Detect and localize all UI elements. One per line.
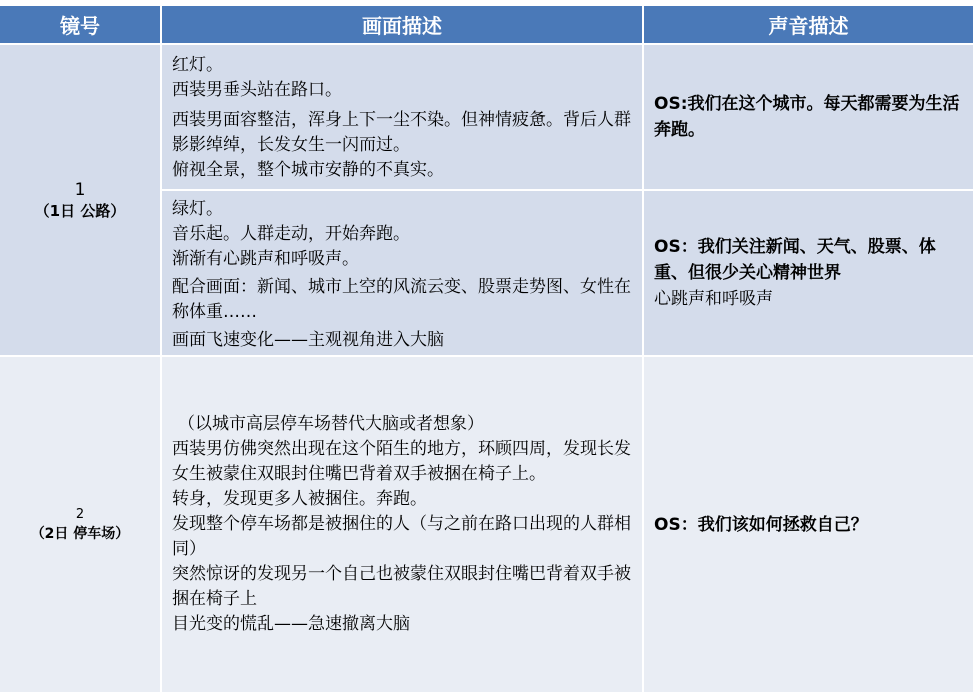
shot-1-description-1 xyxy=(162,45,644,191)
shot-2-cell xyxy=(0,357,162,694)
description-line: 目光变的慌乱——急速撤离大脑 xyxy=(172,614,410,634)
shot-number: 1 xyxy=(74,180,86,200)
description-line: 西装男垂头站在路口。 xyxy=(172,80,342,100)
shot-1-sound-1 xyxy=(644,45,973,191)
description-line: 配合画面：新闻、城市上空的风流云变、股票走势图、女性在称体重…… xyxy=(172,277,631,322)
description-line: 西装男仿佛突然出现在这个陌生的地方，环顾四周，发现长发女生被蒙住双眼封住嘴巴背着双手被捆在椅子上。 xyxy=(172,439,631,484)
description-line: 突然惊讶的发现另一个自己也被蒙住双眼封住嘴巴背着双手被捆在椅子上 xyxy=(172,564,631,609)
description-line: 画面飞速变化——主观视角进入大脑 xyxy=(172,330,444,350)
description-line: 西装男面容整洁，浑身上下一尘不染。但神情疲惫。背后人群影影绰绰，长发女生一闪而过。 xyxy=(172,110,631,155)
description-line: 绿灯。 xyxy=(172,199,223,219)
shot-1-cell xyxy=(0,45,162,357)
storyboard-table xyxy=(0,6,973,694)
sound-line: 心跳声和呼吸声 xyxy=(654,289,773,309)
shot-2-description xyxy=(162,357,644,694)
sound-line: OS：我们该如何拯救自己？ xyxy=(654,514,868,535)
description-line: 音乐起。人群走动，开始奔跑。 xyxy=(172,224,410,244)
sound-line: OS:我们在这个城市。每天都需要为生活奔跑。 xyxy=(654,94,960,140)
shot-1-sound-2 xyxy=(644,191,973,357)
description-line: 红灯。 xyxy=(172,55,223,75)
description-line: 俯视全景，整个城市安静的不真实。 xyxy=(172,160,444,180)
shot-2-sound xyxy=(644,357,973,694)
shot-label: （1日 公路） xyxy=(34,202,126,220)
shot-number: 2 xyxy=(75,506,85,522)
description-line: （以城市高层停车场替代大脑或者想象） xyxy=(178,414,484,434)
description-line: 发现整个停车场都是被捆住的人（与之前在路口出现的人群相同） xyxy=(172,514,631,559)
shot-1-description-2 xyxy=(162,191,644,357)
header-shot-number: 镜号 xyxy=(0,6,162,45)
sound-line: OS：我们关注新闻、天气、股票、体重、但很少关心精神世界 xyxy=(654,237,936,283)
description-line: 转身，发现更多人被捆住。奔跑。 xyxy=(172,489,427,509)
description-line: 渐渐有心跳声和呼吸声。 xyxy=(172,249,359,269)
header-sound-description: 声音描述 xyxy=(644,6,973,45)
shot-label: （2日 停车场） xyxy=(30,525,130,542)
header-picture-description: 画面描述 xyxy=(162,6,644,45)
